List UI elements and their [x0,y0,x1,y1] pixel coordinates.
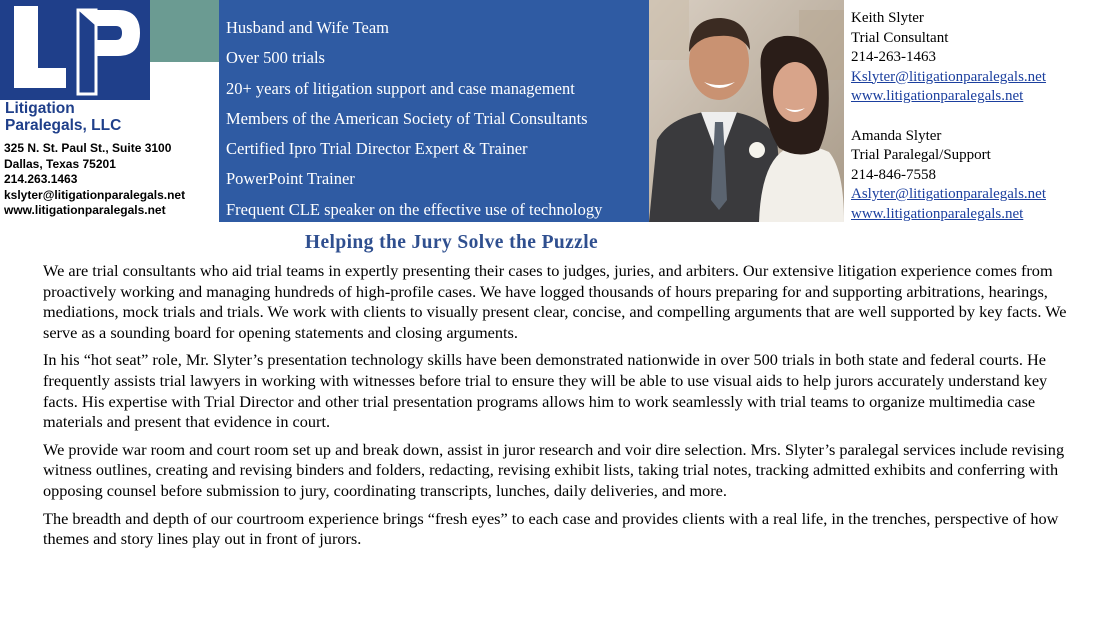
company-name [5,100,217,134]
contact-name: Keith Slyter [851,10,924,26]
contact-title: Trial Paralegal/Support [851,147,991,163]
lp-logo-icon [0,0,219,100]
highlight-item: Frequent CLE speaker on the effective use of technology [226,199,603,219]
address-email[interactable]: kslyter@litigationparalegals.net [4,187,186,202]
highlight-item: Certified Ipro Trial Director Expert & Trainer [226,139,528,159]
highlight-item: 20+ years of litigation support and case management [226,78,575,98]
contact-website-link[interactable]: www.litigationparalegals.net [851,205,1024,222]
body-text [43,261,1078,557]
contact-email-link[interactable]: Aslyter@litigationparalegals.net [851,186,1047,202]
highlights-panel [219,0,649,222]
contact-website-link[interactable]: www.litigationparalegals.net [851,88,1024,104]
company-name-line2: Paralegals, LLC [5,117,122,134]
contact-title: Trial Consultant [851,29,949,46]
highlight-item: Husband and Wife Team [226,18,389,37]
highlight-item: PowerPoint Trainer [226,169,355,189]
body-paragraph: In his “hot seat” role, Mr. Slyter’s presentation technology skills have been demonstrated nationwide in over 500 trials in both state and federal courts. He frequently assists trial lawyers in working with witnesses before trial to ensure they will be able to use visual aids to help jurors accurately understand key facts. His expertise with Trial Director and other trial presentation programs allows him to work seamlessly with trial teams to organize multimedia case materials and present that evidence in court. [43,350,1048,432]
address-street: 325 N. St. Paul St., Suite 3100 [4,141,172,155]
company-name-line1: Litigation [5,100,75,117]
couple-photo-image [649,0,844,222]
company-logo-block [0,0,219,222]
contact-card-keith [851,9,1099,107]
contact-phone: 214-846-7558 [851,166,936,183]
address-website[interactable]: www.litigationparalegals.net [4,203,166,218]
page-heading: Helping the Jury Solve the Puzzle [304,232,599,253]
couple-photo [649,0,844,222]
contact-name: Amanda Slyter [851,127,942,144]
contact-phone: 214-263-1463 [851,49,936,65]
contacts-block [851,9,1099,244]
address-phone: 214.263.1463 [4,172,78,187]
highlight-item: Members of the American Society of Trial Consultants [226,108,588,128]
company-address [4,141,218,219]
body-paragraph: We are trial consultants who aid trial teams in expertly presenting their cases to judges, juries, and arbiters. Our extensive litigation experience comes from proactively working and managing hundreds of high-profile cases. We have logged thousands of hours preparing for and supporting arbitrations, hearings, mediations, mock trials and trials. We work with clients to visually present clear, concise, and compelling arguments that are well supported by key facts. We serve as a sounding board for opening statements and closing arguments. [43,261,1067,342]
contact-card-amanda [851,127,1099,225]
body-paragraph: We provide war room and court room set up and break down, assist in juror research and voir dire selection. Mrs. Slyter’s paralegal services include revising witness outlines, creating and revising binders and folders, redacting, revising exhibit lists, taking trial notes, tracking admitted exhibits and conferring with opposing counsel before submission to jury, coordinating transcripts, lunches, daily deliveries, and more. [43,439,1065,500]
body-paragraph: The breadth and depth of our courtroom experience brings “fresh eyes” to each case and provides clients with a real life, in the trenches, perspective of how themes and story lines play out in front of jurors. [43,508,1059,549]
contact-email-link[interactable]: Kslyter@litigationparalegals.net [851,68,1047,85]
highlight-item: Over 500 trials [226,48,325,68]
address-city: Dallas, Texas 75201 [4,156,116,171]
